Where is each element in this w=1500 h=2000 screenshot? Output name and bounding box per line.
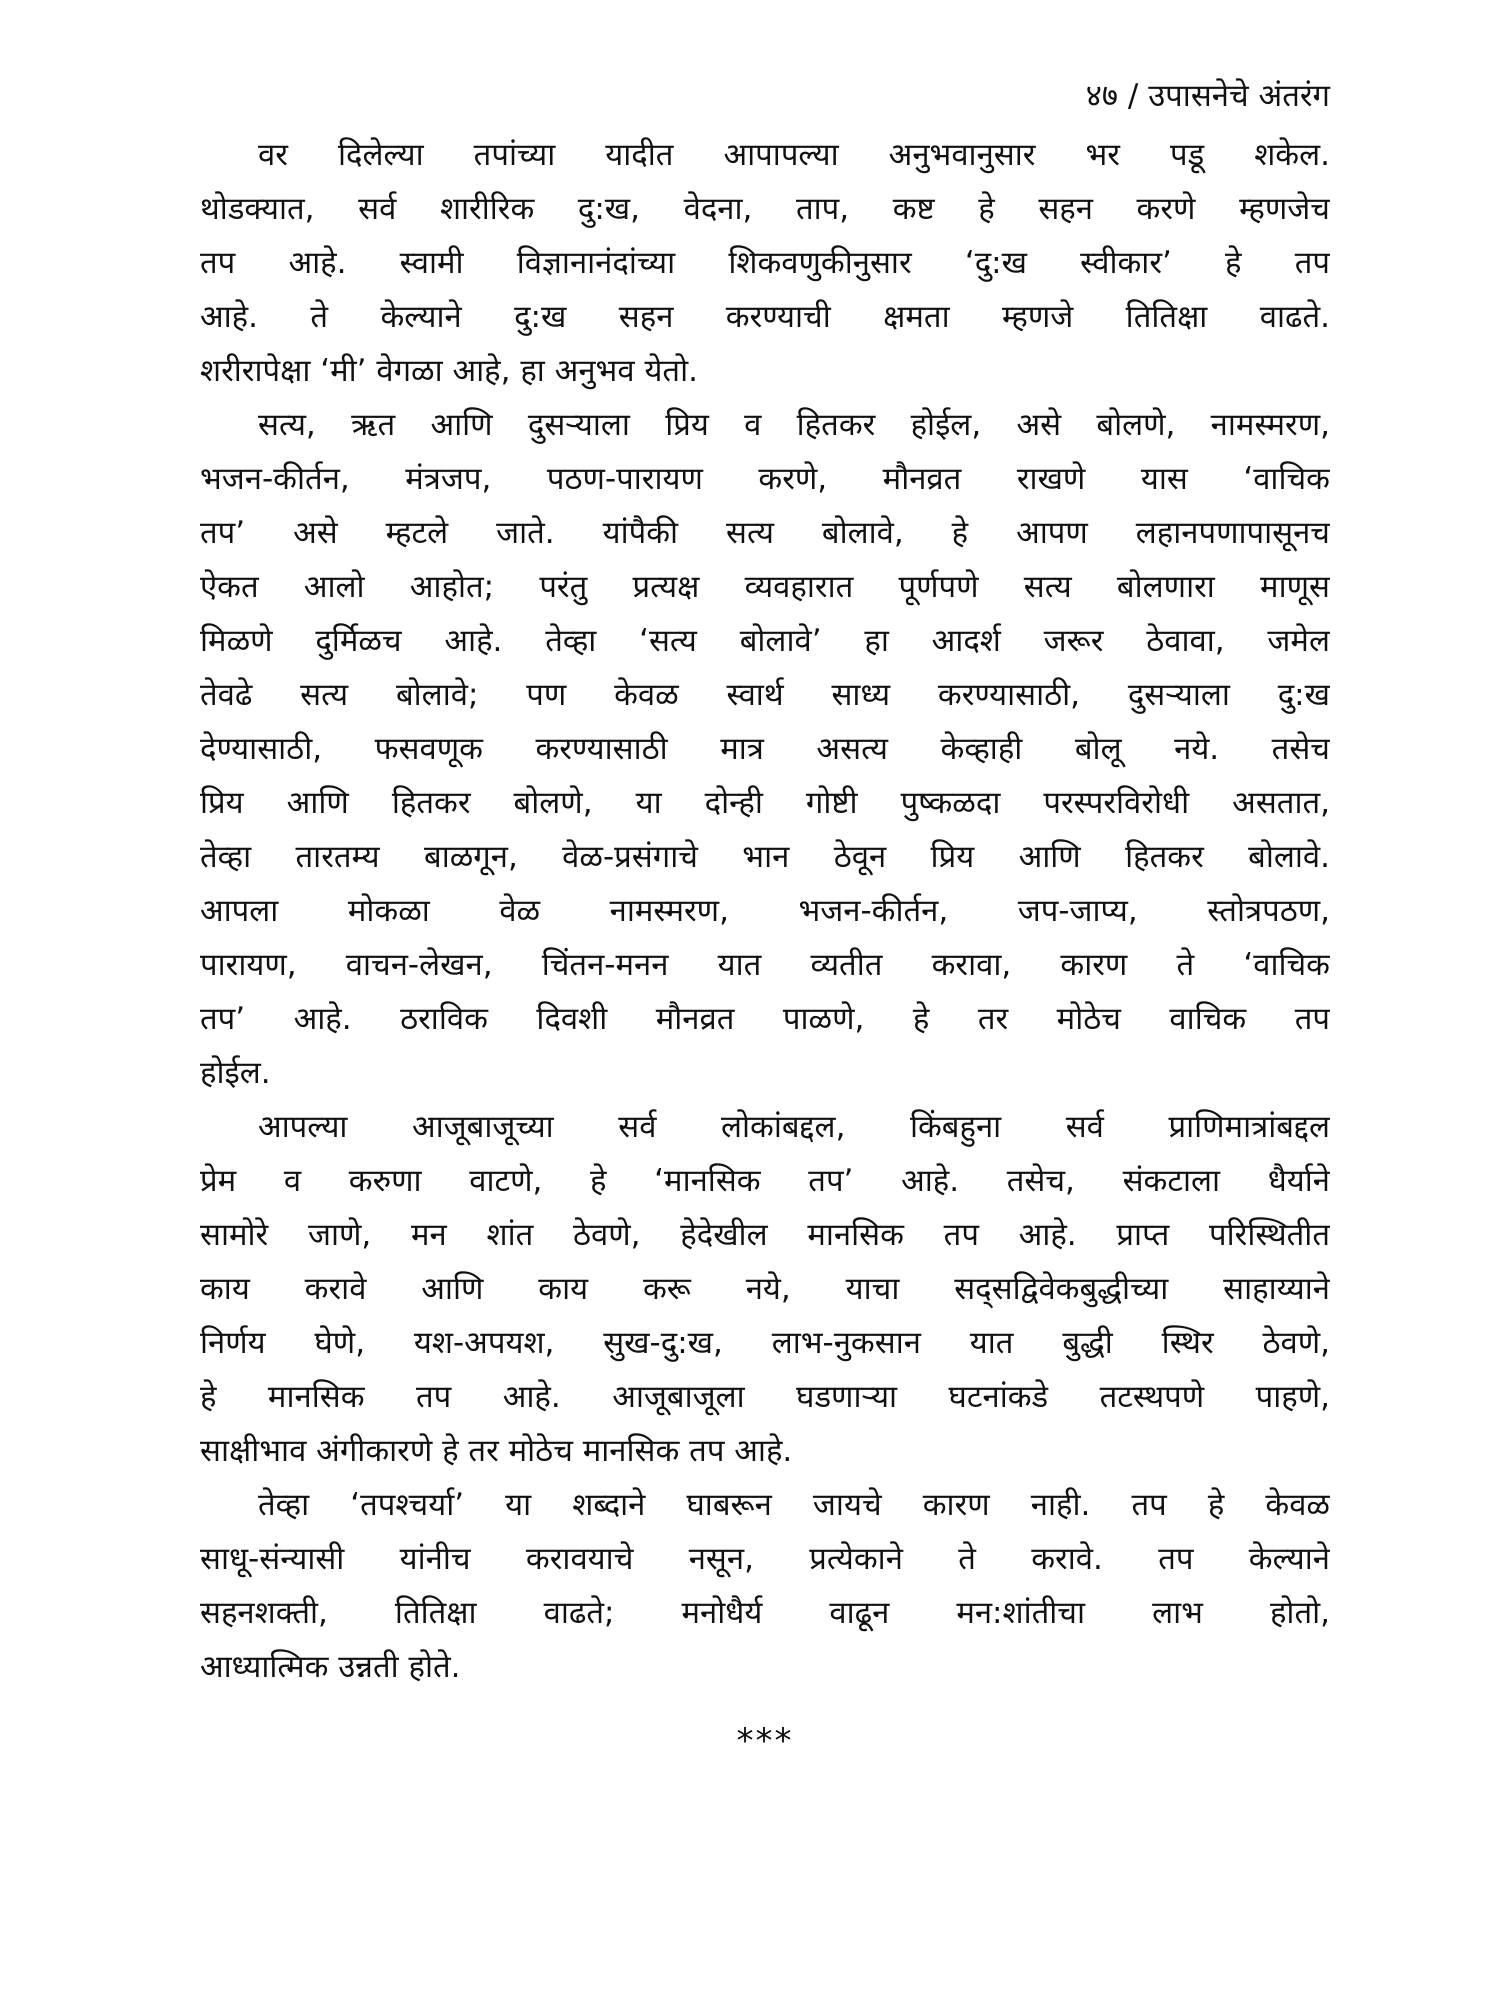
text-line: सत्य, ऋत आणि दुसऱ्याला प्रिय व हितकर होईल, असे बोलणे, नामस्मरण, — [258, 407, 1330, 443]
text-line: आध्यात्मिक उन्नती होते. — [200, 1649, 461, 1685]
text-line: पारायण, वाचन-लेखन, चिंतन-मनन यात व्यतीत करावा, कारण ते ‘वाचिक — [200, 947, 1330, 983]
text-line: काय करावे आणि काय करू नये, याचा सद्सद्विवेकबुद्धीच्या साहाय्याने — [200, 1271, 1330, 1307]
text-line: प्रेम व करुणा वाटणे, हे ‘मानसिक तप’ आहे. तसेच, संकटाला धैर्याने — [200, 1163, 1330, 1199]
section-separator: *** — [736, 1721, 794, 1761]
text-line: भजन-कीर्तन, मंत्रजप, पठण-पारायण करणे, मौनव्रत राखणे यास ‘वाचिक — [200, 461, 1330, 497]
page-header: ४७ / उपासनेचे अंतरंग — [1085, 78, 1330, 114]
text-line: वर दिलेल्या तपांच्या यादीत आपापल्या अनुभवानुसार भर पडू शकेल. — [258, 137, 1330, 173]
text-line: तेव्हा तारतम्य बाळगून, वेळ-प्रसंगाचे भान ठेवून प्रिय आणि हितकर बोलावे. — [200, 839, 1330, 875]
text-line: देण्यासाठी, फसवणूक करण्यासाठी मात्र असत्य केव्हाही बोलू नये. तसेच — [200, 731, 1330, 767]
text-line: आपला मोकळा वेळ नामस्मरण, भजन-कीर्तन, जप-जाप्य, स्तोत्रपठण, — [200, 893, 1330, 929]
text-line: तप’ असे म्हटले जाते. यांपैकी सत्य बोलावे, हे आपण लहानपणापासूनच — [200, 515, 1330, 551]
text-line: मिळणे दुर्मिळच आहे. तेव्हा ‘सत्य बोलावे’ हा आदर्श जरूर ठेवावा, जमेल — [200, 623, 1330, 659]
text-line: तेवढे सत्य बोलावे; पण केवळ स्वार्थ साध्य करण्यासाठी, दुसऱ्याला दु:ख — [200, 677, 1330, 713]
text-line: साधू-संन्यासी यांनीच करावयाचे नसून, प्रत्येकाने ते करावे. तप केल्याने — [200, 1541, 1330, 1577]
text-line: तेव्हा ‘तपश्चर्या’ या शब्दाने घाबरून जायचे कारण नाही. तप हे केवळ — [258, 1487, 1330, 1523]
text-line: शरीरापेक्षा ‘मी’ वेगळा आहे, हा अनुभव येतो. — [200, 353, 698, 389]
paragraph-4 — [200, 1478, 1330, 1694]
text-line: साक्षीभाव अंगीकारणे हे तर मोठेच मानसिक तप आहे. — [200, 1433, 793, 1469]
text-line: सहनशक्ती, तितिक्षा वाढते; मनोधैर्य वाढून मन:शांतीचा लाभ होतो, — [200, 1595, 1330, 1631]
text-line: हे मानसिक तप आहे. आजूबाजूला घडणाऱ्या घटनांकडे तटस्थपणे पाहणे, — [200, 1379, 1330, 1415]
text-line: आपल्या आजूबाजूच्या सर्व लोकांबद्दल, किंबहुना सर्व प्राणिमात्रांबद्दल — [258, 1109, 1330, 1145]
paragraph-3 — [200, 1100, 1330, 1478]
text-line: निर्णय घेणे, यश-अपयश, सुख-दु:ख, लाभ-नुकसान यात बुद्धी स्थिर ठेवणे, — [200, 1325, 1330, 1361]
text-line: आहे. ते केल्याने दु:ख सहन करण्याची क्षमता म्हणजे तितिक्षा वाढते. — [200, 299, 1330, 335]
text-line: प्रिय आणि हितकर बोलणे, या दोन्ही गोष्टी पुष्कळदा परस्परविरोधी असतात, — [200, 785, 1330, 821]
text-line: सामोरे जाणे, मन शांत ठेवणे, हेदेखील मानसिक तप आहे. प्राप्त परिस्थितीत — [200, 1217, 1330, 1253]
paragraph-2 — [200, 398, 1330, 1100]
text-line: ऐकत आलो आहोत; परंतु प्रत्यक्ष व्यवहारात पूर्णपणे सत्य बोलणारा माणूस — [200, 569, 1330, 605]
paragraph-1 — [200, 128, 1330, 398]
page — [200, 70, 1330, 1768]
text-line: थोडक्यात, सर्व शारीरिक दु:ख, वेदना, ताप, कष्ट हे सहन करणे म्हणजेच — [200, 191, 1330, 227]
text-line: तप आहे. स्वामी विज्ञानानंदांच्या शिकवणुकीनुसार ‘दु:ख स्वीकार’ हे तप — [200, 245, 1330, 281]
text-line: होईल. — [200, 1055, 271, 1091]
text-line: तप’ आहे. ठराविक दिवशी मौनव्रत पाळणे, हे तर मोठेच वाचिक तप — [200, 1001, 1330, 1037]
